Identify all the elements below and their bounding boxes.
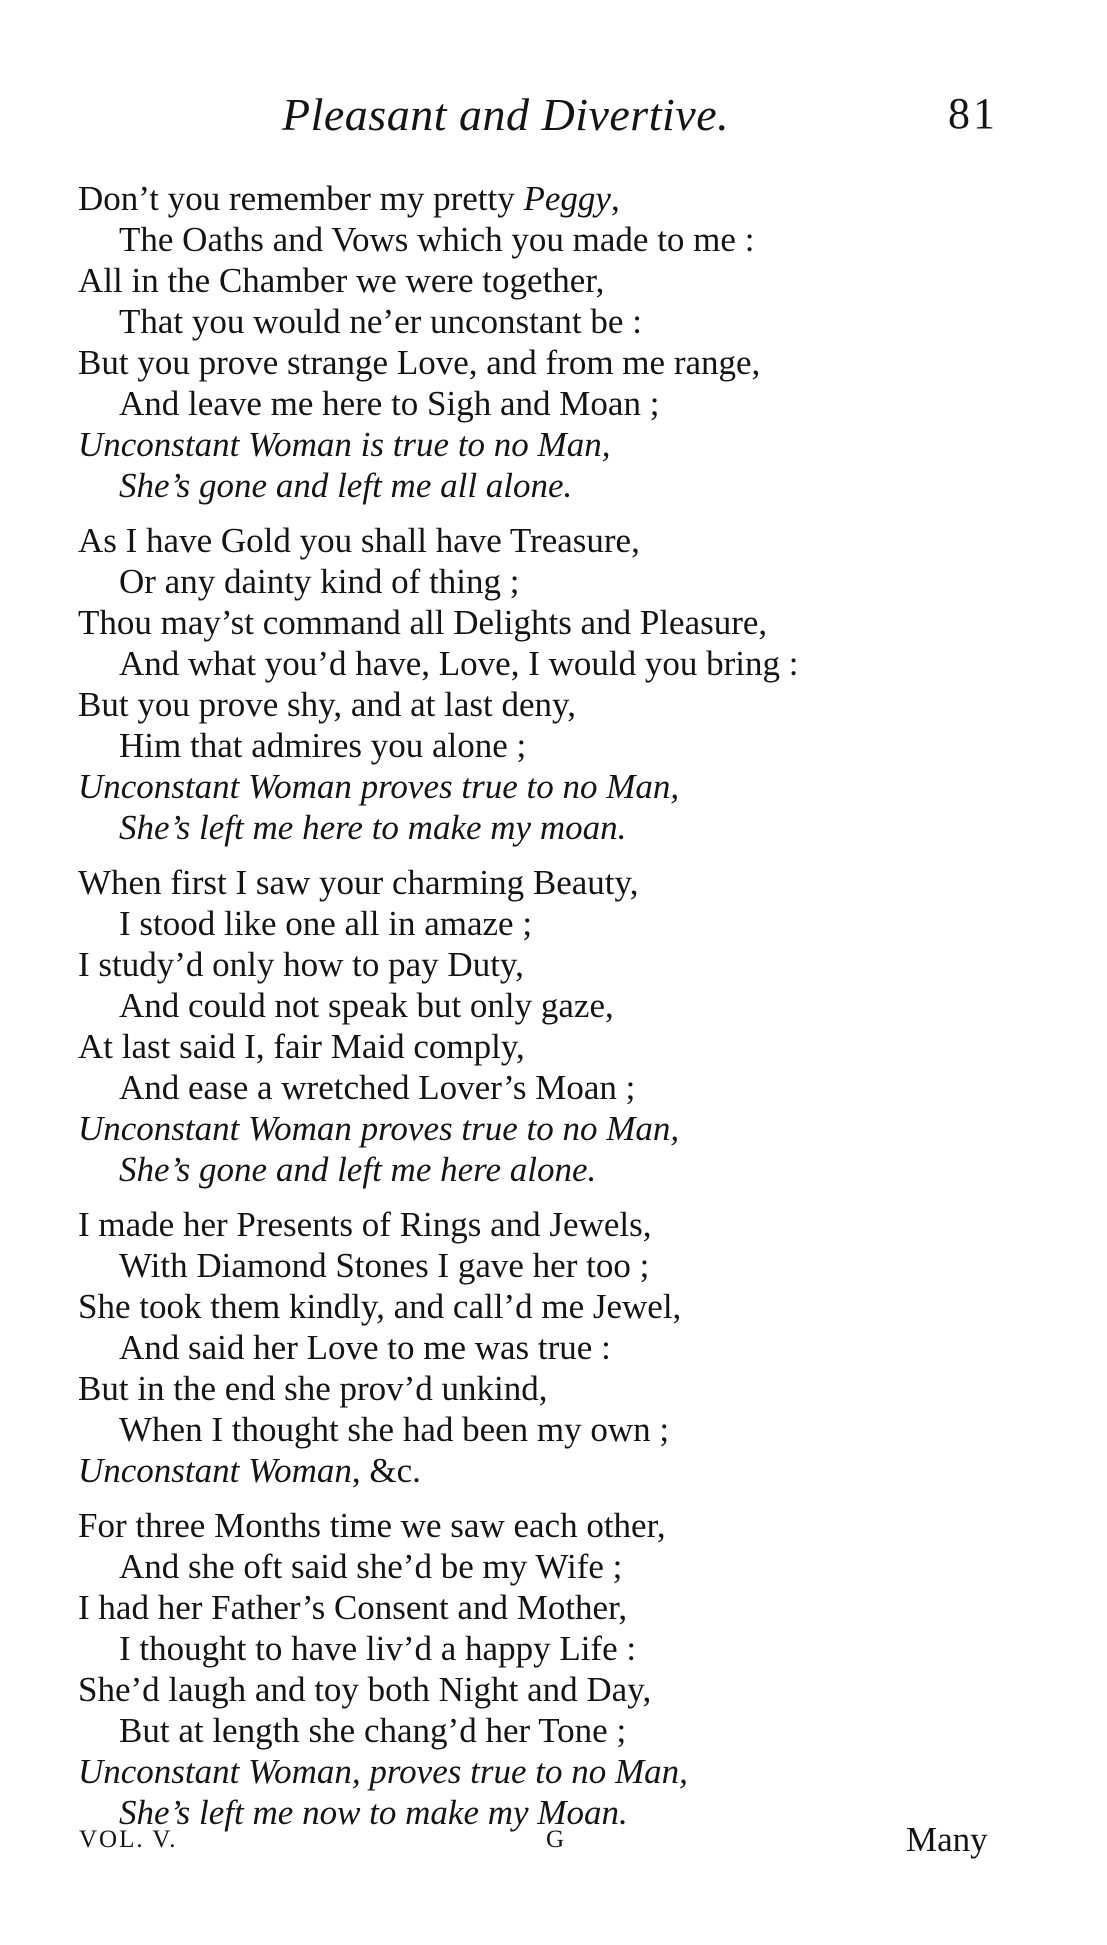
etc-mark: , &c. xyxy=(351,1451,421,1490)
poem-line: And she oft said she’d be my Wife ; xyxy=(119,1547,623,1586)
poem-line: The Oaths and Vows which you made to me : xyxy=(119,220,755,259)
poem-line: Thou may’st command all Delights and Pleasure, xyxy=(78,603,768,642)
poem-line: And leave me here to Sigh and Moan ; xyxy=(119,384,660,423)
poem-line: Or any dainty kind of thing ; xyxy=(119,562,520,601)
signature-letter: G xyxy=(546,1826,565,1853)
poem-line: When first I saw your charming Beauty, xyxy=(78,863,639,902)
poem-line: I study’d only how to pay Duty, xyxy=(78,945,524,984)
poem-line: But you prove strange Love, and from me range, xyxy=(78,343,761,382)
poem-line: And could not speak but only gaze, xyxy=(119,986,614,1025)
poem-line: I thought to have liv’d a happy Life : xyxy=(119,1629,637,1668)
poem-line: When I thought she had been my own ; xyxy=(119,1410,670,1449)
poem-line: And ease a wretched Lover’s Moan ; xyxy=(119,1068,636,1107)
poem xyxy=(78,178,1068,1847)
page-number: 81 xyxy=(948,89,998,138)
poem-line: She’d laugh and toy both Night and Day, xyxy=(78,1670,652,1709)
refrain-line: Unconstant Woman is true to no Man, xyxy=(78,425,611,464)
poem-line: With Diamond Stones I gave her too ; xyxy=(119,1246,650,1285)
stanza-4 xyxy=(78,1204,1068,1491)
stanza-5 xyxy=(78,1505,1068,1833)
poem-line: I made her Presents of Rings and Jewels, xyxy=(78,1205,652,1244)
refrain-line: She’s gone and left me here alone. xyxy=(119,1150,597,1189)
line-punct: , xyxy=(610,179,620,218)
poem-line xyxy=(78,178,1068,219)
stanza-1 xyxy=(78,178,1068,506)
running-head xyxy=(0,88,1107,148)
refrain-line xyxy=(78,1450,1068,1491)
page-footer xyxy=(0,1820,1107,1870)
stanza-2 xyxy=(78,520,1068,848)
poem-line: But in the end she prov’d unkind, xyxy=(78,1369,548,1408)
refrain-line: Unconstant Woman proves true to no Man, xyxy=(78,767,680,806)
refrain-line: Unconstant Woman, proves true to no Man, xyxy=(78,1752,688,1791)
poem-line: For three Months time we saw each other, xyxy=(78,1506,666,1545)
poem-line: Him that admires you alone ; xyxy=(119,726,527,765)
line-text: Don’t you remember my pretty xyxy=(78,179,524,218)
poem-line: But you prove shy, and at last deny, xyxy=(78,685,577,724)
poem-line: But at length she chang’d her Tone ; xyxy=(119,1711,627,1750)
poem-line: As I have Gold you shall have Treasure, xyxy=(78,521,640,560)
name-peggy: Peggy xyxy=(523,179,611,218)
poem-line: That you would ne’er unconstant be : xyxy=(119,302,642,341)
refrain-line: She’s left me now to make my Moan. xyxy=(119,1793,628,1832)
poem-line: And said her Love to me was true : xyxy=(119,1328,611,1367)
poem-line: At last said I, fair Maid comply, xyxy=(78,1027,525,1066)
catchword: Many xyxy=(906,1820,988,1859)
stanza-3 xyxy=(78,862,1068,1190)
poem-line: I had her Father’s Consent and Mother, xyxy=(78,1588,628,1627)
poem-line: And what you’d have, Love, I would you bring : xyxy=(119,644,799,683)
poem-line: She took them kindly, and call’d me Jewel, xyxy=(78,1287,682,1326)
poem-line: I stood like one all in amaze ; xyxy=(119,904,533,943)
running-title: Pleasant and Divertive. xyxy=(282,89,730,140)
poem-line: All in the Chamber we were together, xyxy=(78,261,605,300)
volume-signature: VOL. V. xyxy=(79,1826,178,1853)
refrain-text: Unconstant Woman xyxy=(78,1451,352,1490)
refrain-line: She’s gone and left me all alone. xyxy=(119,466,573,505)
refrain-line: Unconstant Woman proves true to no Man, xyxy=(78,1109,680,1148)
refrain-line: She’s left me here to make my moan. xyxy=(119,808,627,847)
